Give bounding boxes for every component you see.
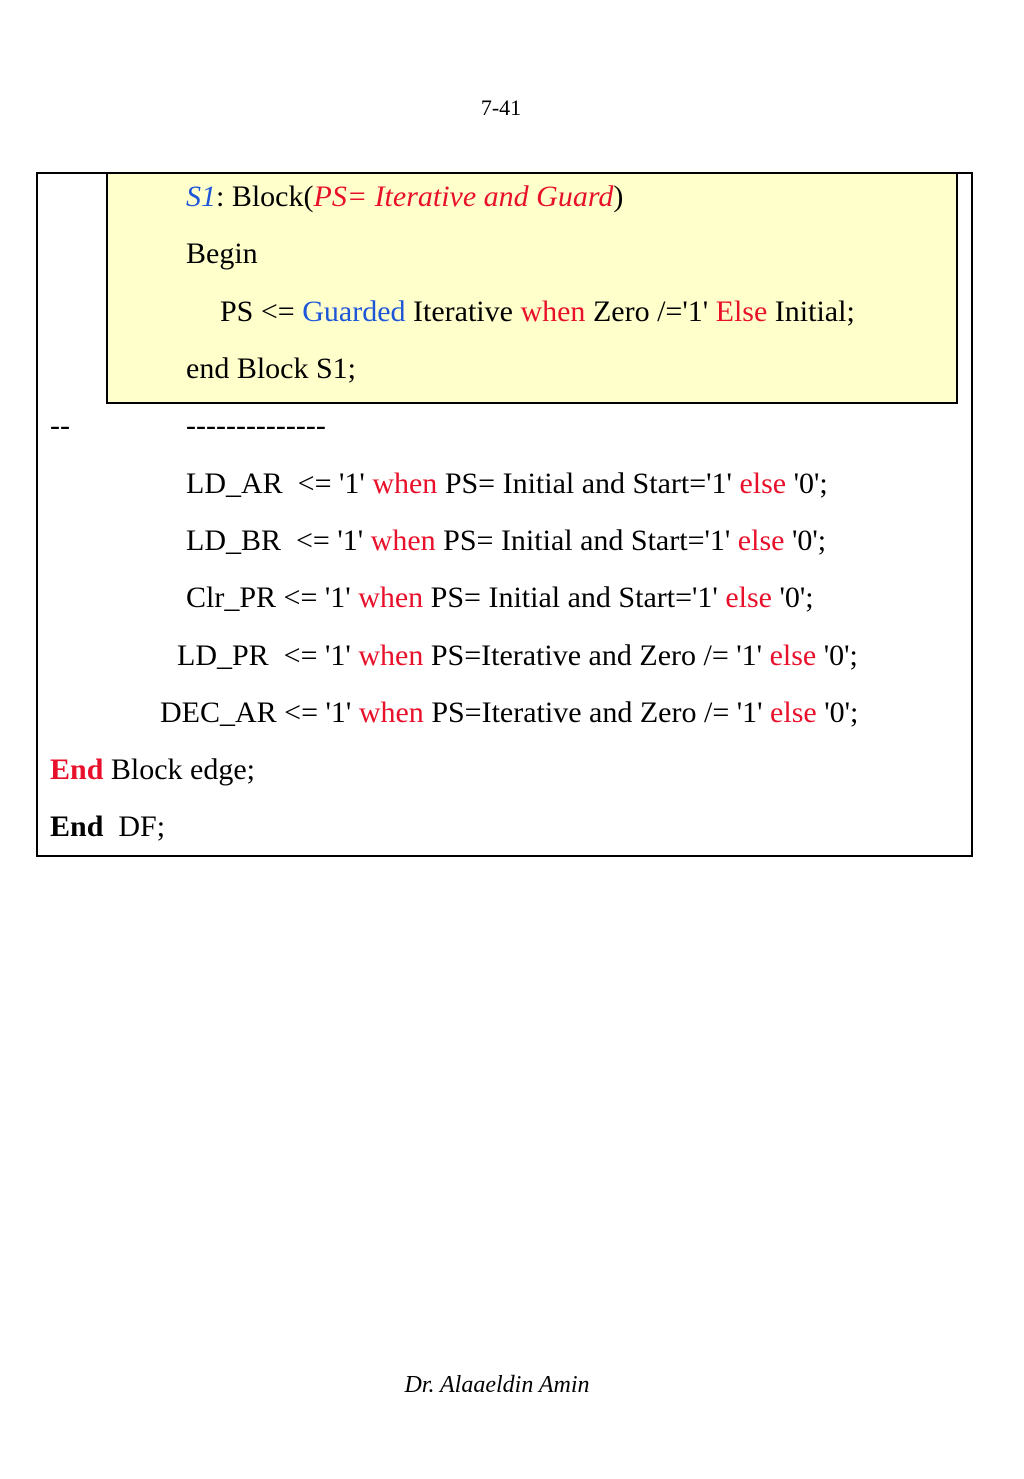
statement-condition: PS= Initial and Start='1': [435, 524, 738, 557]
end-block-s1-line: end Block S1;: [186, 352, 356, 385]
else-keyword: else: [769, 639, 817, 672]
when-keyword: when: [358, 639, 424, 672]
else-keyword: else: [725, 581, 772, 614]
else-keyword: else: [739, 467, 787, 500]
statement-lhs: DEC_AR <= '1': [160, 696, 359, 729]
else-keyword: else: [737, 524, 785, 557]
statement-condition: PS= Initial and Start='1': [423, 581, 726, 614]
when-keyword: when: [358, 581, 424, 614]
end-df-line: [50, 809, 165, 845]
guard-expression: PS= Iterative and Guard: [313, 180, 614, 213]
assign-condition: Zero /='1': [585, 295, 716, 328]
end-keyword: End: [50, 810, 104, 843]
statement-lhs: LD_AR <= '1': [186, 467, 373, 500]
end-keyword: End: [50, 753, 104, 786]
statement-line: [186, 580, 814, 616]
statement-line: [177, 638, 858, 674]
begin-line: Begin: [186, 237, 258, 270]
block-keyword: : Block(: [216, 180, 314, 213]
statement-line: [186, 466, 828, 502]
block-header-line: [186, 179, 623, 215]
statement-tail: '0';: [771, 581, 814, 614]
when-keyword: when: [372, 467, 438, 500]
footer-author: Dr. Alaaeldin Amin: [404, 1372, 590, 1398]
when-keyword: when: [520, 295, 586, 328]
statement-line: [160, 695, 858, 731]
statement-tail: '0';: [816, 696, 859, 729]
else-keyword: else: [770, 696, 817, 729]
statement-lhs: Clr_PR <= '1': [186, 581, 359, 614]
guarded-assign-line: [220, 294, 855, 330]
assign-else-value: Initial;: [767, 295, 855, 328]
when-keyword: when: [358, 696, 424, 729]
else-keyword: Else: [715, 295, 768, 328]
guarded-keyword: Guarded: [302, 295, 406, 328]
statement-lhs: LD_BR <= '1': [186, 524, 371, 557]
statement-tail: '0';: [786, 467, 828, 500]
statement-tail: '0';: [816, 639, 858, 672]
assign-lhs: PS <=: [220, 295, 303, 328]
close-paren: ): [613, 180, 624, 213]
statement-lhs: LD_PR <= '1': [177, 639, 359, 672]
end-df-rest: DF;: [103, 810, 166, 843]
assign-value: Iterative: [405, 295, 521, 328]
statement-condition: PS=Iterative and Zero /= '1': [423, 639, 770, 672]
comment-dashes: --------------: [186, 409, 326, 442]
page-number: 7-41: [480, 95, 522, 120]
statement-condition: PS=Iterative and Zero /= '1': [423, 696, 771, 729]
when-keyword: when: [370, 524, 436, 557]
comment-marker: --: [50, 409, 70, 442]
statement-condition: PS= Initial and Start='1': [437, 467, 740, 500]
statement-tail: '0';: [784, 524, 827, 557]
block-label: S1: [186, 180, 216, 213]
end-block-rest: Block edge;: [103, 753, 256, 786]
statement-line: [186, 523, 826, 559]
end-block-edge-line: [50, 752, 255, 788]
